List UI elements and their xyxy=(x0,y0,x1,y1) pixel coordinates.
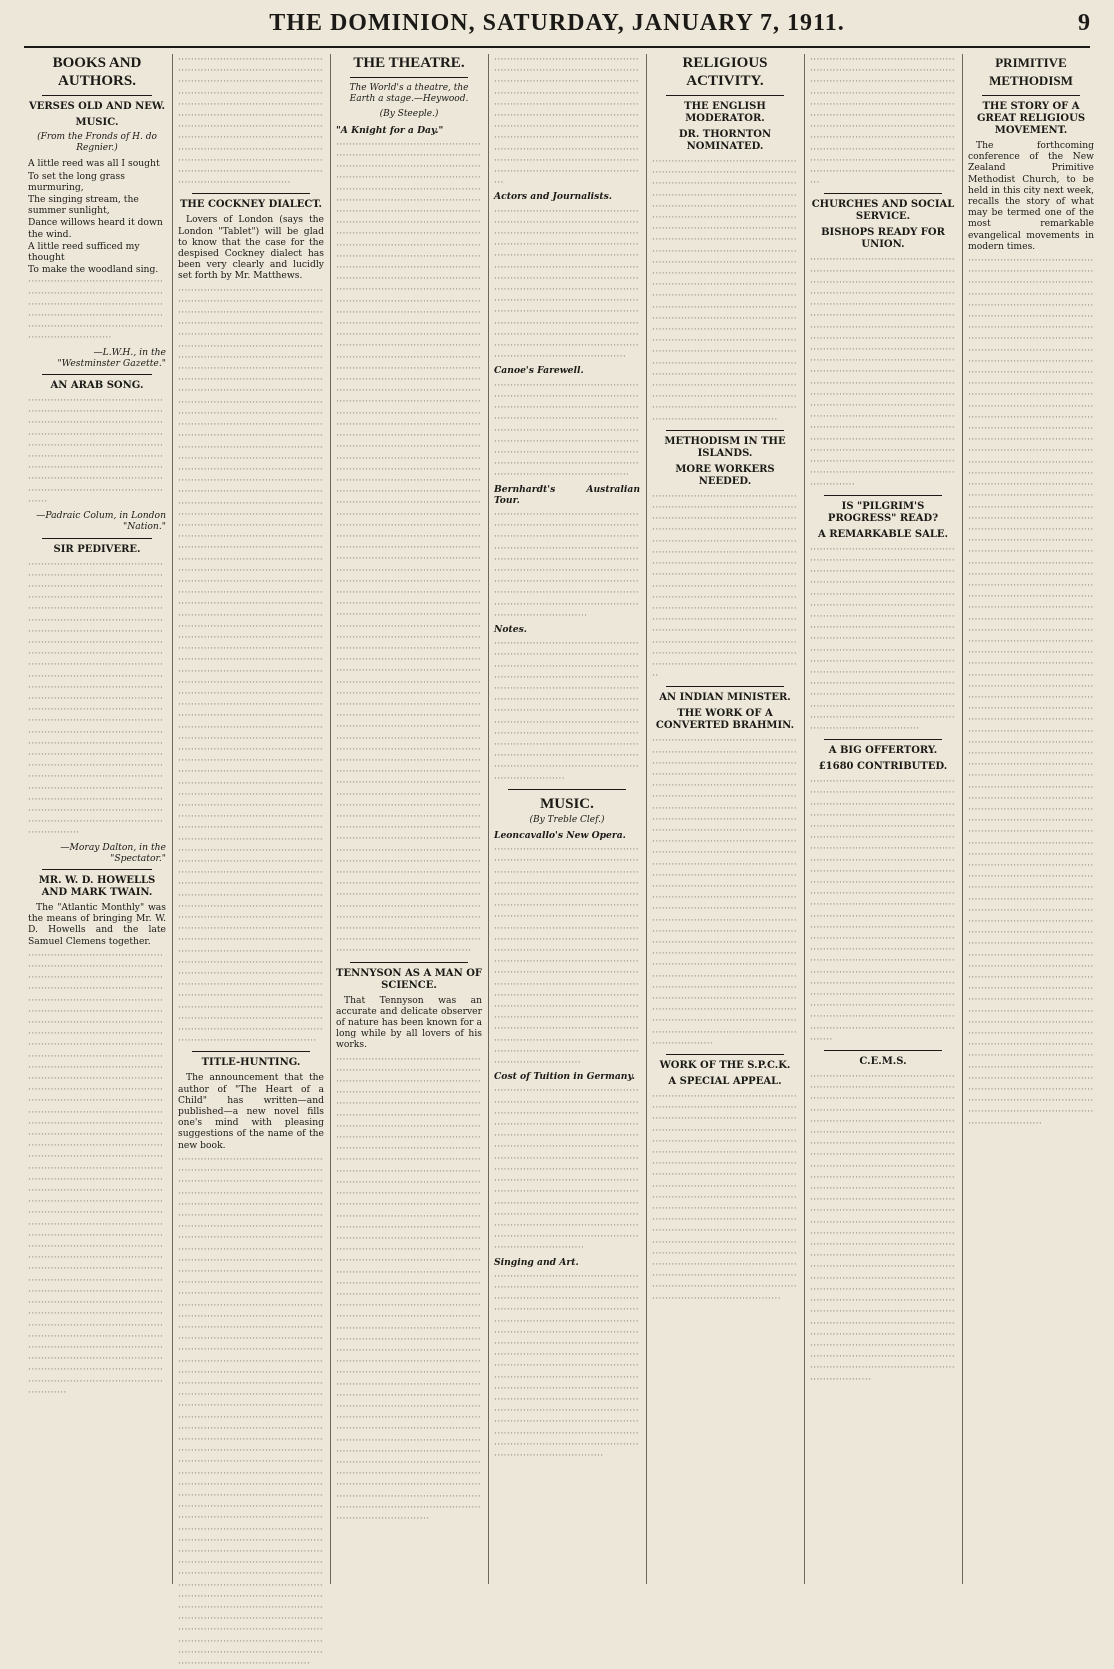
poem-title: MUSIC. xyxy=(75,117,119,128)
column-rule xyxy=(962,54,963,1584)
column-rule xyxy=(488,54,489,1584)
article-subheading: THE STORY OF A GREAT RELIGIOUS MOVEMENT. xyxy=(976,101,1086,136)
column-theatre xyxy=(336,54,482,1584)
article-heading: VERSES OLD AND NEW. xyxy=(28,101,166,112)
poem-line: A little reed was all I sought xyxy=(28,158,160,170)
section-byline: (By Steeple.) xyxy=(379,109,439,120)
divider xyxy=(666,1054,784,1055)
illegible-text: ·················································································································································································································································································································································································································································································································································································· xyxy=(494,638,639,784)
illegible-text: ·················································································································································································································································································································································································································································································································································································································································································································································································································································································· xyxy=(652,1091,797,1304)
subsection-heading: Actors and Journalists. xyxy=(494,191,612,203)
section-heading: MUSIC. xyxy=(540,795,594,812)
divider xyxy=(350,962,468,963)
poem-line: The singing stream, the summer sunlight, xyxy=(28,194,139,217)
divider xyxy=(350,77,468,78)
divider xyxy=(824,193,942,194)
article-subheading: £1680 CONTRIBUTED. xyxy=(818,761,948,773)
article-heading: TENNYSON AS A MAN OF SCIENCE. xyxy=(336,967,483,991)
column-rule xyxy=(804,54,805,1584)
illegible-text: ································································································································································································································································································································································································ xyxy=(28,395,164,507)
poem-attribution: —Padraic Colum, in London "Nation." xyxy=(36,510,166,533)
illegible-text: ·················································································································································································································································································································································································································································································································································································································································································································································································································································································································· xyxy=(494,844,639,1069)
column-theatre-music xyxy=(494,54,640,1584)
divider xyxy=(824,1050,942,1051)
divider xyxy=(666,95,784,96)
article-subheading: DR. THORNTON NOMINATED. xyxy=(678,129,772,152)
section-epigraph: The World's a theatre, the Earth a stage.—Heywood. xyxy=(349,83,469,105)
illegible-text: ·················································································································································································································································································································································································································································································································································································································································································································································································································································································································································································································································································································· xyxy=(652,156,797,425)
article-heading: AN INDIAN MINISTER. xyxy=(659,692,791,704)
divider xyxy=(42,869,152,870)
article-subheading: MORE WORKERS NEEDED. xyxy=(675,463,775,487)
divider xyxy=(42,95,152,96)
subsection-heading: Leoncavallo's New Opera. xyxy=(494,830,626,841)
article-subheading: BISHOPS READY FOR UNION. xyxy=(821,227,945,251)
article-heading: THE ENGLISH MODERATOR. xyxy=(684,101,766,124)
poem-title: AN ARAB SONG. xyxy=(50,380,144,392)
column-primitive-methodism xyxy=(968,54,1094,1584)
poem-title: SIR PEDIVERE. xyxy=(53,543,141,555)
article-heading: THE COCKNEY DIALECT. xyxy=(179,199,323,211)
illegible-text: ·················································································································································································································································································································································································································································································································································································································································································································································································································································································································································································································································································································································································································································································· xyxy=(810,1071,955,1385)
article-heading: IS "PILGRIM'S PROGRESS" READ? xyxy=(827,500,939,524)
divider xyxy=(42,374,152,375)
column-cockney xyxy=(178,54,324,1669)
article-heading: A BIG OFFERTORY. xyxy=(828,745,938,757)
illegible-text: ·················································································································································································································································································································································································································································································································································································································································································································································································································································································································································································································································································································································································································································································································································································································································································································································································································································································································································································································································································································································································································································································································································································································································································································································································································································································································································································································································································································································································································································································································································································································································································································································································································································································································································································································· xyxy=(336,138,481,957)
illegible-text: ············································································································································································································································ xyxy=(28,276,164,344)
illegible-text: ·················································································································································································································································································································································································································································································································································································································································································································································································································································································································································································································································································································································································································································································································································································································································································································································································································································································································································································································································································································································································································································································································································································································································································································································································································································································································································································································································································································································································································································································································································································································································································································································································· xyxy=(178,284,323,1047)
divider xyxy=(982,95,1080,96)
illegible-text: ·················································································································································································································································································································································································································································································································································································································································· xyxy=(494,205,639,363)
article-lead: The announcement that the author of "The Heart of a Child" has written—and published—a new novel fills one's mind with pleasing suggestions of the name of the new book. xyxy=(178,1072,324,1151)
section-heading: RELIGIOUS ACTIVITY. xyxy=(682,55,768,89)
poem-attribution: —Moray Dalton, in the "Spectator." xyxy=(60,841,166,864)
poem-line: To set the long grass murmuring, xyxy=(28,170,125,193)
poem-line: To make the woodland sing. xyxy=(28,264,159,276)
column-church-news xyxy=(810,54,956,1584)
illegible-text: ·················································································································································································································································································································································································································································································································································································································································································································································································································································································································································· xyxy=(810,254,955,490)
illegible-text: ·················································································································································································································································································································································································································································································································································································································································································································································· xyxy=(652,490,797,682)
divider xyxy=(666,686,784,687)
divider xyxy=(666,430,784,431)
poem-music xyxy=(28,158,166,275)
divider xyxy=(42,538,152,539)
page-number: 9 xyxy=(1078,10,1090,36)
divider xyxy=(192,1051,310,1052)
poem-line: A little reed sufficed my thought xyxy=(28,240,140,264)
section-heading: PRIMITIVE METHODISM xyxy=(989,55,1073,88)
article-lead: That Tennyson was an accurate and delicate observer of nature has been known for a long while by all lovers of his works. xyxy=(336,994,482,1051)
subsection-heading: Canoe's Farewell. xyxy=(494,365,584,377)
section-byline: (By Treble Clef.) xyxy=(529,814,605,825)
illegible-text: ·················································································································································································································································································································································································································································································································································· xyxy=(178,54,323,189)
illegible-text: ·················································································································································································································································································································································································································································································································································································································································································································································································· xyxy=(494,1270,639,1461)
section-heading: BOOKS AND AUTHORS. xyxy=(52,55,142,89)
illegible-text: ·················································································································································································································································································································································································································································································································· xyxy=(810,54,955,189)
column-rule xyxy=(646,54,647,1584)
illegible-text: ·················································································································································································································································································································································································································································································································································································································································································································································································································································································································································································································································································································································································································································································· xyxy=(652,735,797,1049)
illegible-text: ·················································································································································································································································································································································································································································· xyxy=(494,508,639,621)
subsection-heading: Bernhardt's Australian Tour. xyxy=(494,483,640,506)
column-religious xyxy=(652,54,798,1584)
illegible-text: ·················································································································································································································································································································································································································································································································································································································································································································································································································································································································································································································································································································································································································································································································································································································································································································································································································································································································· xyxy=(28,949,164,1398)
illegible-text: ·················································································································································································································································································································································································································································································································· xyxy=(494,54,639,189)
article-subheading: A REMARKABLE SALE. xyxy=(817,528,949,540)
article-lead: The forthcoming conference of the New Zealand Primitive Methodist Church, to be held in this city next week, recalls the story of what may be termed one of the most remarkable evangelical movements in modern times. xyxy=(968,140,1094,252)
illegible-text: ·················································································································································································································································································································································································································· xyxy=(494,379,639,481)
illegible-text: ·················································································································································································································································································································································································································································································································································································································································································································································································································································································································································································································································································· xyxy=(810,776,955,1045)
illegible-text: ································································································································································································································································································································································································································································································································································································································································································································································································································································································································································································································································ xyxy=(28,558,164,839)
article-lead: Lovers of London (says the London "Tablet") will be glad to know that the case for the despised Cockney dialect has been very clearly and lucidly set forth by Mr. Matthews. xyxy=(178,214,324,282)
column-rule xyxy=(172,54,173,1584)
illegible-text: ·················································································································································································································································································································································································································································································································································································································································································································································································································································································································································································································································································································································································································································································································································································································································································································································································································································································································································································································································································································································· xyxy=(336,1053,481,1524)
subsection-heading: Singing and Art. xyxy=(494,1256,579,1268)
article-subheading: THE WORK OF A CONVERTED BRAHMIN. xyxy=(655,708,795,732)
subsection-heading: "A Knight for a Day." xyxy=(336,124,444,136)
article-heading: WORK OF THE S.P.C.K. xyxy=(659,1060,791,1072)
poem-source: (From the Fronds of H. do Regnier.) xyxy=(37,132,157,154)
illegible-text: ·················································································································································································································································································································································································································································································································································································································································································· xyxy=(494,1085,639,1254)
article-heading: TITLE-HUNTING. xyxy=(201,1057,301,1069)
divider xyxy=(192,193,310,194)
section-heading: THE THEATRE. xyxy=(353,55,465,71)
poem-attribution: —L.W.H., in the "Westminster Gazette." xyxy=(57,346,166,369)
illegible-text: ·················································································································································································································································································································································································································································································································································································································································································································································································································································································································································································································································································································································································································································································································································································································································································································································································································································································································································································································································································································································································································································································································································· xyxy=(178,1153,323,1669)
divider xyxy=(824,495,942,496)
subsection-heading: Notes. xyxy=(494,623,527,635)
article-lead: The "Atlantic Monthly" was the means of bringing Mr. W. D. Howells and the late Samuel Clemens together. xyxy=(28,901,166,947)
article-subheading: A SPECIAL APPEAL. xyxy=(668,1076,782,1088)
article-heading: C.E.M.S. xyxy=(859,1056,907,1068)
article-heading: MR. W. D. HOWELLS AND MARK TWAIN. xyxy=(38,874,156,898)
divider xyxy=(508,789,626,790)
column-rule xyxy=(330,54,331,1584)
illegible-text: ·················································································································································································································································································································································································································································································································································································································································································································································································· xyxy=(810,543,955,734)
article-heading: METHODISM IN THE ISLANDS. xyxy=(664,435,786,459)
column-books-and-authors xyxy=(28,54,166,1584)
masthead xyxy=(24,6,1090,48)
divider xyxy=(824,739,942,740)
subsection-heading: Cost of Tuition in Germany. xyxy=(494,1071,635,1083)
poem-line: Dance willows heard it down the wind. xyxy=(28,217,163,240)
article-heading: CHURCHES AND SOCIAL SERVICE. xyxy=(811,199,955,223)
illegible-text: ·················································································································································································································································································································································································································································································································································································································································································································································································································································································································································································································································································································································································································································································································································································································································································································································································································································································································································································································································································································································································································································································································································································································································································································································································································································································································································································································································································································································································································································································································································································································································································································································· xyxy=(968,255,1094,1129)
masthead-title: THE DOMINION, SATURDAY, JANUARY 7, 1911. xyxy=(269,10,845,36)
